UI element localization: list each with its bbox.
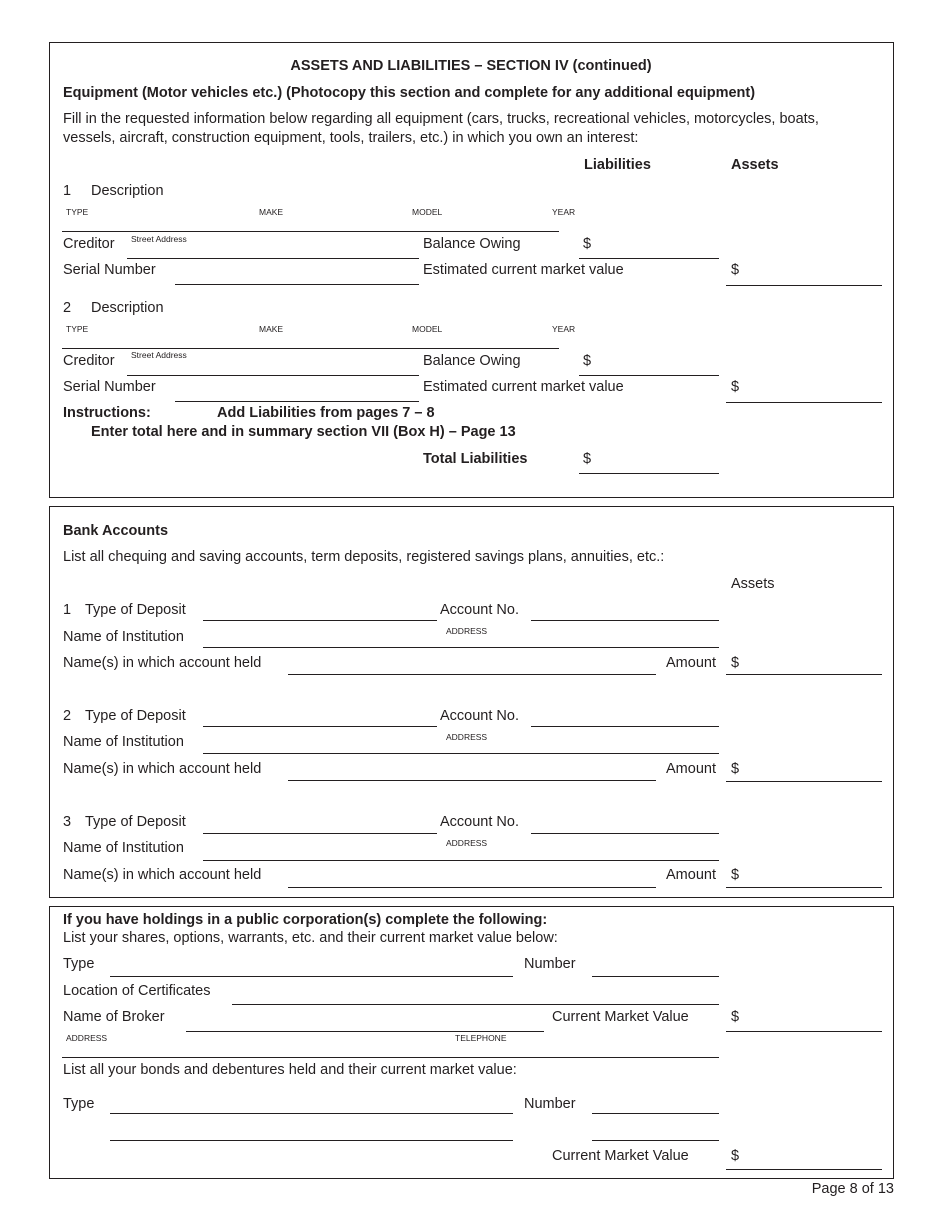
account-1-account-no-field[interactable] bbox=[531, 602, 719, 620]
bonds-type-label: Type bbox=[63, 1096, 95, 1112]
certificates-location-line bbox=[232, 1004, 719, 1005]
account-1-type-label: Type of Deposit bbox=[85, 602, 186, 618]
account-1-account-no-label: Account No. bbox=[440, 602, 519, 618]
account-2-names-label: Name(s) in which account held bbox=[63, 761, 262, 777]
equipment-1-model-label: MODEL bbox=[412, 207, 443, 217]
account-2-address-label: ADDRESS bbox=[446, 732, 488, 742]
account-3-type-label: Type of Deposit bbox=[85, 814, 186, 830]
equipment-1-type-label: TYPE bbox=[66, 207, 89, 217]
equipment-2-description-line bbox=[62, 348, 559, 349]
account-2-type-field[interactable] bbox=[203, 708, 437, 726]
account-1-amount-dollar: $ bbox=[731, 655, 740, 671]
account-3-amount-line bbox=[726, 887, 882, 888]
shares-cmv-field[interactable] bbox=[744, 1013, 882, 1031]
equipment-2-serial-line bbox=[175, 401, 419, 402]
equipment-1-description-label: Description bbox=[91, 183, 164, 199]
equipment-2-description-field[interactable] bbox=[62, 330, 559, 348]
holdings-title: If you have holdings in a public corporation(s) complete the following: bbox=[63, 912, 548, 928]
equipment-intro-2: vessels, aircraft, construction equipment, tools, trailers, etc.) in which you own an interest: bbox=[63, 130, 639, 146]
account-1-amount-line bbox=[726, 674, 882, 675]
account-1-institution-label: Name of Institution bbox=[63, 629, 184, 645]
equipment-1-market-field[interactable] bbox=[744, 267, 882, 285]
account-3-institution-label: Name of Institution bbox=[63, 840, 184, 856]
broker-address-label: ADDRESS bbox=[66, 1033, 108, 1043]
equipment-intro-1: Fill in the requested information below regarding all equipment (cars, trucks, recreational vehicles, motorcycles, boats, bbox=[63, 111, 819, 127]
account-2-names-line bbox=[288, 780, 656, 781]
account-3-account-no-line bbox=[531, 833, 719, 834]
account-3-type-field[interactable] bbox=[203, 815, 437, 833]
bonds-type-field[interactable] bbox=[110, 1095, 513, 1113]
equipment-1-balance-field[interactable] bbox=[597, 240, 719, 258]
holdings-intro: List your shares, options, warrants, etc. and their current market value below: bbox=[63, 930, 558, 946]
bank-title: Bank Accounts bbox=[63, 523, 169, 539]
account-3-amount-field[interactable] bbox=[744, 869, 882, 887]
equipment-1-make-label: MAKE bbox=[259, 207, 284, 217]
equipment-2-creditor-field[interactable] bbox=[127, 357, 419, 375]
bonds-number-line-2 bbox=[592, 1140, 719, 1141]
section-title: ASSETS AND LIABILITIES – SECTION IV (continued) bbox=[290, 58, 652, 74]
account-2-type-label: Type of Deposit bbox=[85, 708, 186, 724]
shares-type-label: Type bbox=[63, 956, 95, 972]
equipment-1-street-address-label: Street Address bbox=[131, 234, 187, 244]
page-number: Page 8 of 13 bbox=[811, 1181, 894, 1197]
account-3-address-label: ADDRESS bbox=[446, 838, 488, 848]
equipment-1-description-line bbox=[62, 231, 559, 232]
equipment-1-number: 1 bbox=[63, 183, 72, 199]
bonds-type-line-2 bbox=[110, 1140, 513, 1141]
account-2-institution-field[interactable] bbox=[203, 732, 719, 753]
bonds-intro: List all your bonds and debentures held and their current market value: bbox=[63, 1062, 517, 1078]
bonds-type-line bbox=[110, 1113, 513, 1114]
bonds-cmv-label: Current Market Value bbox=[552, 1148, 689, 1164]
instructions-line-2: Enter total here and in summary section VII (Box H) – Page 13 bbox=[91, 424, 516, 440]
broker-address-field[interactable] bbox=[62, 1040, 719, 1058]
equipment-1-year-label: YEAR bbox=[552, 207, 576, 217]
account-3-names-field[interactable] bbox=[288, 869, 656, 887]
account-1-amount-label: Amount bbox=[666, 655, 716, 671]
equipment-2-creditor-label: Creditor bbox=[63, 353, 115, 369]
equipment-2-make-label: MAKE bbox=[259, 324, 284, 334]
account-3-account-no-field[interactable] bbox=[531, 815, 719, 833]
equipment-1-creditor-field[interactable] bbox=[127, 240, 419, 258]
account-2-account-no-label: Account No. bbox=[440, 708, 519, 724]
equipment-2-creditor-line bbox=[127, 375, 419, 376]
account-2-amount-line bbox=[726, 781, 882, 782]
bonds-type-field-2[interactable] bbox=[110, 1122, 513, 1140]
equipment-2-street-address-label: Street Address bbox=[131, 350, 187, 360]
bank-assets-header: Assets bbox=[731, 576, 775, 592]
equipment-2-balance-field[interactable] bbox=[597, 357, 719, 375]
broker-field[interactable] bbox=[186, 1013, 544, 1031]
account-1-type-line bbox=[203, 620, 437, 621]
account-1-names-line bbox=[288, 674, 656, 675]
broker-telephone-label: TELEPHONE bbox=[455, 1033, 507, 1043]
equipment-2-market-field[interactable] bbox=[744, 384, 882, 402]
account-2-account-no-line bbox=[531, 726, 719, 727]
equipment-2-serial-field[interactable] bbox=[175, 383, 419, 401]
account-3-amount-label: Amount bbox=[666, 867, 716, 883]
account-3-account-no-label: Account No. bbox=[440, 814, 519, 830]
account-2-account-no-field[interactable] bbox=[531, 708, 719, 726]
shares-number-field[interactable] bbox=[592, 958, 719, 976]
liabilities-header: Liabilities bbox=[584, 157, 651, 173]
broker-line bbox=[186, 1031, 544, 1032]
total-liabilities-dollar: $ bbox=[583, 451, 592, 467]
equipment-2-model-label: MODEL bbox=[412, 324, 443, 334]
account-1-institution-line bbox=[203, 647, 719, 648]
account-2-amount-label: Amount bbox=[666, 761, 716, 777]
certificates-location-label: Location of Certificates bbox=[63, 983, 211, 999]
account-2-number: 2 bbox=[63, 708, 72, 724]
shares-number-line bbox=[592, 976, 719, 977]
account-3-amount-dollar: $ bbox=[731, 867, 740, 883]
account-1-names-label: Name(s) in which account held bbox=[63, 655, 262, 671]
equipment-2-number: 2 bbox=[63, 300, 72, 316]
bonds-cmv-dollar: $ bbox=[731, 1148, 740, 1164]
account-2-names-field[interactable] bbox=[288, 762, 656, 780]
equipment-1-creditor-label: Creditor bbox=[63, 236, 115, 252]
shares-cmv-label: Current Market Value bbox=[552, 1009, 689, 1025]
bonds-number-field[interactable] bbox=[592, 1095, 719, 1113]
equipment-2-market-line bbox=[726, 402, 882, 403]
bonds-cmv-field[interactable] bbox=[744, 1151, 882, 1169]
bonds-number-line bbox=[592, 1113, 719, 1114]
equipment-2-type-label: TYPE bbox=[66, 324, 89, 334]
equipment-2-market-dollar: $ bbox=[731, 379, 740, 395]
account-1-account-no-line bbox=[531, 620, 719, 621]
certificates-location-field[interactable] bbox=[232, 986, 719, 1004]
broker-label: Name of Broker bbox=[63, 1009, 165, 1025]
account-3-number: 3 bbox=[63, 814, 72, 830]
equipment-2-description-label: Description bbox=[91, 300, 164, 316]
equipment-subtitle: Equipment (Motor vehicles etc.) (Photocopy this section and complete for any additional equipment) bbox=[63, 85, 756, 101]
account-2-institution-label: Name of Institution bbox=[63, 734, 184, 750]
account-1-type-field[interactable] bbox=[203, 602, 437, 620]
account-3-names-label: Name(s) in which account held bbox=[63, 867, 262, 883]
instructions-text: Add Liabilities from pages 7 – 8 bbox=[217, 405, 435, 421]
equipment-2-year-label: YEAR bbox=[552, 324, 576, 334]
account-3-type-line bbox=[203, 833, 437, 834]
equipment-1-creditor-line bbox=[127, 258, 419, 259]
equipment-1-serial-field[interactable] bbox=[175, 266, 419, 284]
assets-header: Assets bbox=[731, 157, 779, 173]
equipment-1-balance-line bbox=[579, 258, 719, 259]
account-2-amount-dollar: $ bbox=[731, 761, 740, 777]
account-1-names-field[interactable] bbox=[288, 656, 656, 674]
equipment-1-description-field[interactable] bbox=[62, 213, 559, 231]
equipment-1-serial-line bbox=[175, 284, 419, 285]
bonds-number-label: Number bbox=[524, 1096, 576, 1112]
account-1-address-label: ADDRESS bbox=[446, 626, 488, 636]
shares-type-line bbox=[110, 976, 513, 977]
instructions-label: Instructions: bbox=[63, 405, 151, 421]
shares-cmv-line bbox=[726, 1031, 882, 1032]
account-1-amount-field[interactable] bbox=[744, 656, 882, 674]
equipment-1-balance-dollar: $ bbox=[583, 236, 592, 252]
account-1-institution-field[interactable] bbox=[203, 626, 719, 647]
shares-cmv-dollar: $ bbox=[731, 1009, 740, 1025]
bank-intro: List all chequing and saving accounts, term deposits, registered savings plans, annuities, etc.: bbox=[63, 549, 665, 565]
equipment-2-serial-label: Serial Number bbox=[63, 379, 156, 395]
equipment-1-market-dollar: $ bbox=[731, 262, 740, 278]
account-3-institution-line bbox=[203, 860, 719, 861]
bonds-number-field-2[interactable] bbox=[592, 1122, 719, 1140]
equipment-2-balance-line bbox=[579, 375, 719, 376]
equipment-1-balance-owing-label: Balance Owing bbox=[423, 236, 521, 252]
bonds-cmv-line bbox=[726, 1169, 882, 1170]
equipment-1-market-value-label: Estimated current market value bbox=[423, 262, 624, 278]
total-liabilities-label: Total Liabilities bbox=[423, 451, 528, 467]
equipment-2-balance-dollar: $ bbox=[583, 353, 592, 369]
equipment-2-balance-owing-label: Balance Owing bbox=[423, 353, 521, 369]
account-3-names-line bbox=[288, 887, 656, 888]
total-liabilities-field[interactable] bbox=[597, 455, 719, 473]
total-liabilities-line bbox=[579, 473, 719, 474]
equipment-1-serial-label: Serial Number bbox=[63, 262, 156, 278]
shares-type-field[interactable] bbox=[110, 958, 513, 976]
account-2-type-line bbox=[203, 726, 437, 727]
equipment-1-market-line bbox=[726, 285, 882, 286]
equipment-2-market-value-label: Estimated current market value bbox=[423, 379, 624, 395]
account-2-institution-line bbox=[203, 753, 719, 754]
account-1-number: 1 bbox=[63, 602, 72, 618]
shares-number-label: Number bbox=[524, 956, 576, 972]
account-3-institution-field[interactable] bbox=[203, 842, 719, 860]
account-2-amount-field[interactable] bbox=[744, 763, 882, 781]
